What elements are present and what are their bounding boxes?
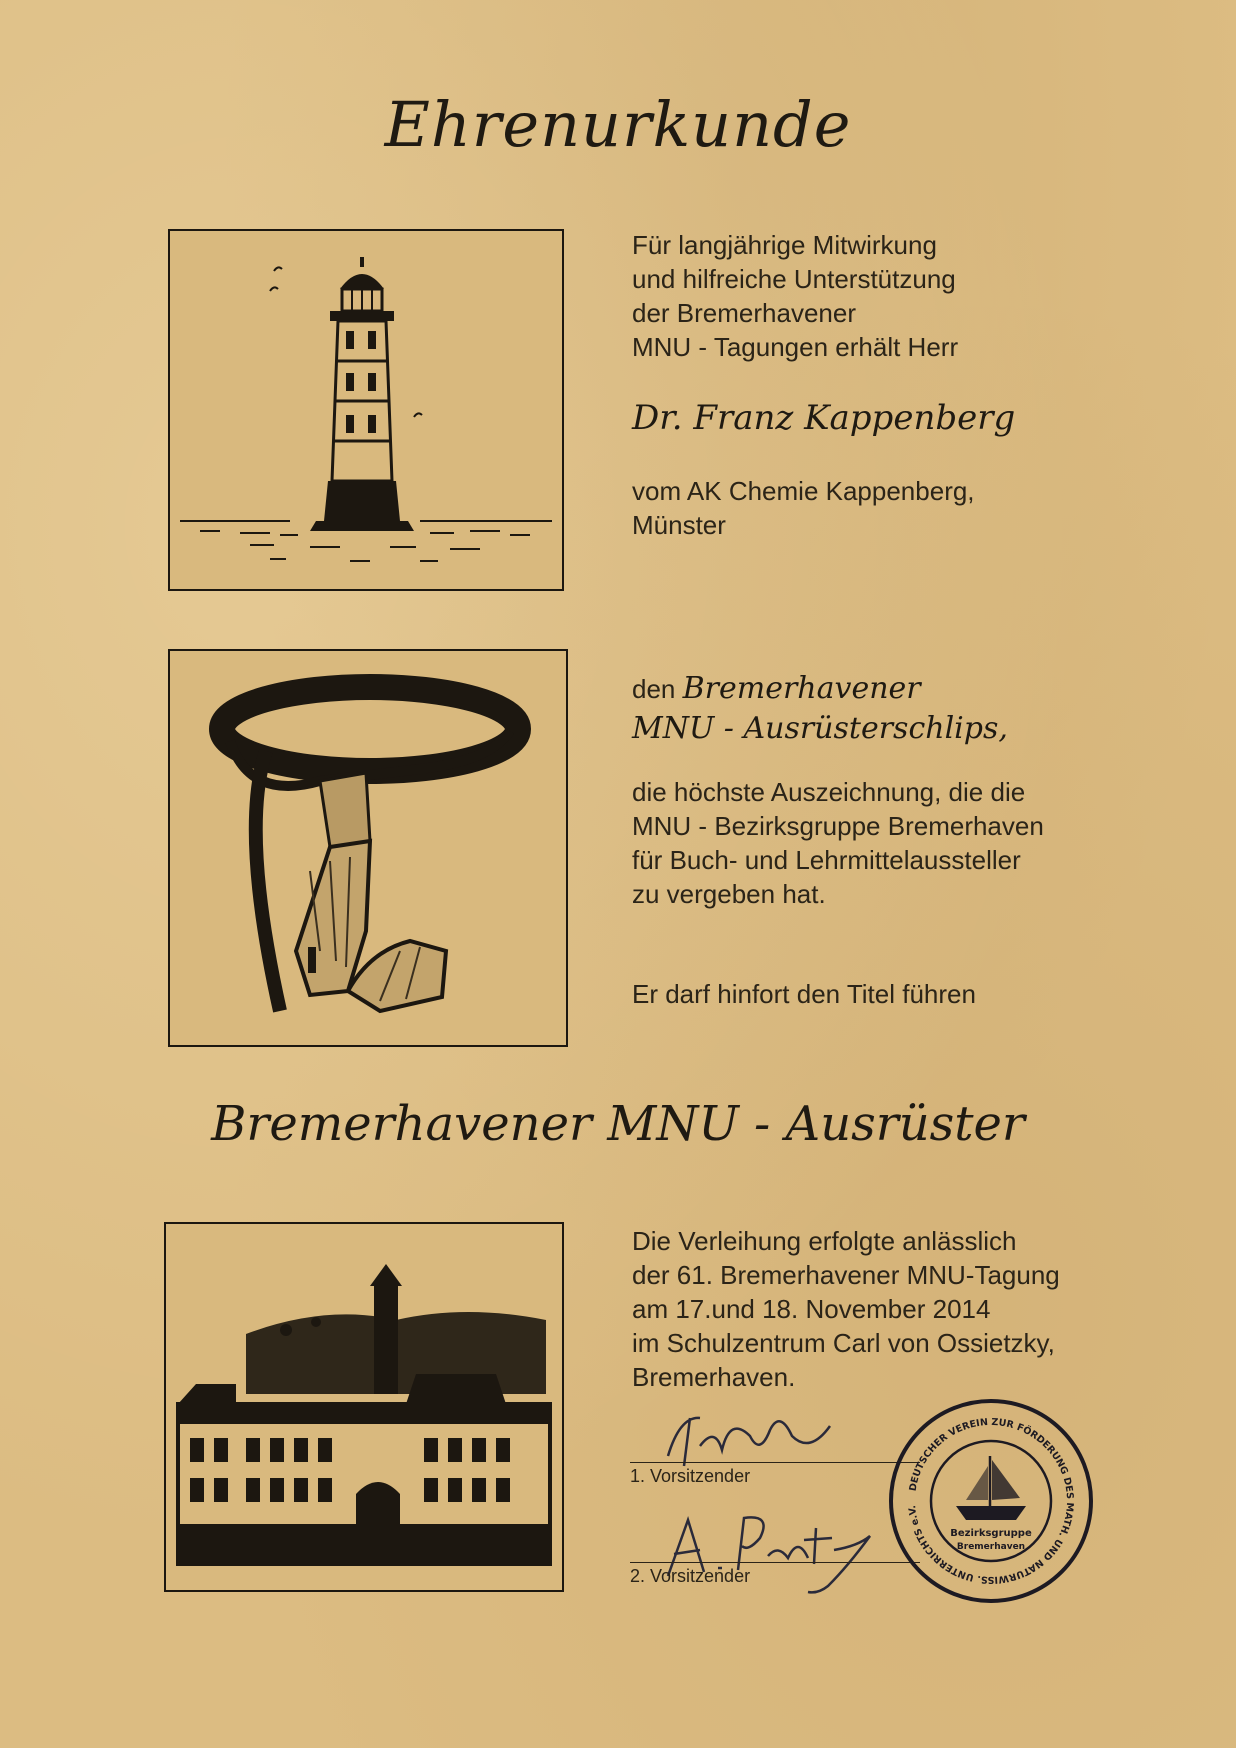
ceremony-text (632, 1224, 1060, 1394)
building-icon (166, 1224, 562, 1590)
ceremony-line: der 61. Bremerhavener MNU-Tagung (632, 1260, 1060, 1290)
den-word: den (632, 674, 676, 704)
description-line: die höchste Auszeichnung, die die (632, 777, 1026, 807)
title-intro: Er darf hinfort den Titel führen (632, 979, 976, 1009)
certificate-title: Ehrenurkunde (384, 88, 852, 161)
intro-line: der Bremerhavener (632, 298, 856, 328)
honor-title: Bremerhavener MNU - Ausrüster (211, 1096, 1025, 1152)
description-line: MNU - Bezirksgruppe Bremerhaven (632, 811, 1044, 841)
award-description (632, 775, 1044, 911)
affiliation-line: Münster (632, 510, 726, 540)
description-line: für Buch- und Lehrmittelaussteller (632, 845, 1021, 875)
ceremony-line: im Schulzentrum Carl von Ossietzky, (632, 1328, 1055, 1358)
award-line (632, 672, 1008, 706)
seal-center-line1: Bezirksgruppe (950, 1528, 1032, 1539)
intro-line: und hilfreiche Unterstützung (632, 264, 956, 294)
seal-ring-text: DEUTSCHER VEREIN ZUR FÖRDERUNG DES MATH. UND NATURWISS. UNTERRICHTS e.V. (907, 1416, 1076, 1586)
description-line: zu vergeben hat. (632, 879, 826, 909)
ceremony-line: Bremerhaven. (632, 1362, 796, 1392)
necktie-icon (170, 651, 566, 1045)
intro-line: MNU - Tagungen erhält Herr (632, 332, 959, 362)
intro-line: Für langjährige Mitwirkung (632, 230, 937, 260)
first-signature-line (630, 1462, 920, 1463)
association-seal-icon (886, 1396, 1096, 1606)
ceremony-line: am 17.und 18. November 2014 (632, 1294, 991, 1324)
lighthouse-icon (170, 231, 562, 589)
award-name-line1: Bremerhavener (682, 671, 921, 706)
affiliation-line: vom AK Chemie Kappenberg, (632, 476, 975, 506)
second-signature-line (630, 1562, 920, 1563)
necktie-illustration (168, 649, 568, 1047)
affiliation-text (632, 474, 975, 542)
recipient-name: Dr. Franz Kappenberg (632, 398, 1016, 438)
award-text (632, 672, 1008, 746)
first-chair-label: 1. Vorsitzender (630, 1466, 751, 1486)
ceremony-line: Die Verleihung erfolgte anlässlich (632, 1226, 1017, 1256)
seal-center-line2: Bremerhaven (956, 1542, 1026, 1552)
school-building-illustration (164, 1222, 564, 1592)
award-name-line2: MNU - Ausrüsterschlips, (632, 711, 1008, 746)
second-chair-label: 2. Vorsitzender (630, 1566, 751, 1586)
lighthouse-illustration (168, 229, 564, 591)
intro-text (632, 228, 958, 364)
